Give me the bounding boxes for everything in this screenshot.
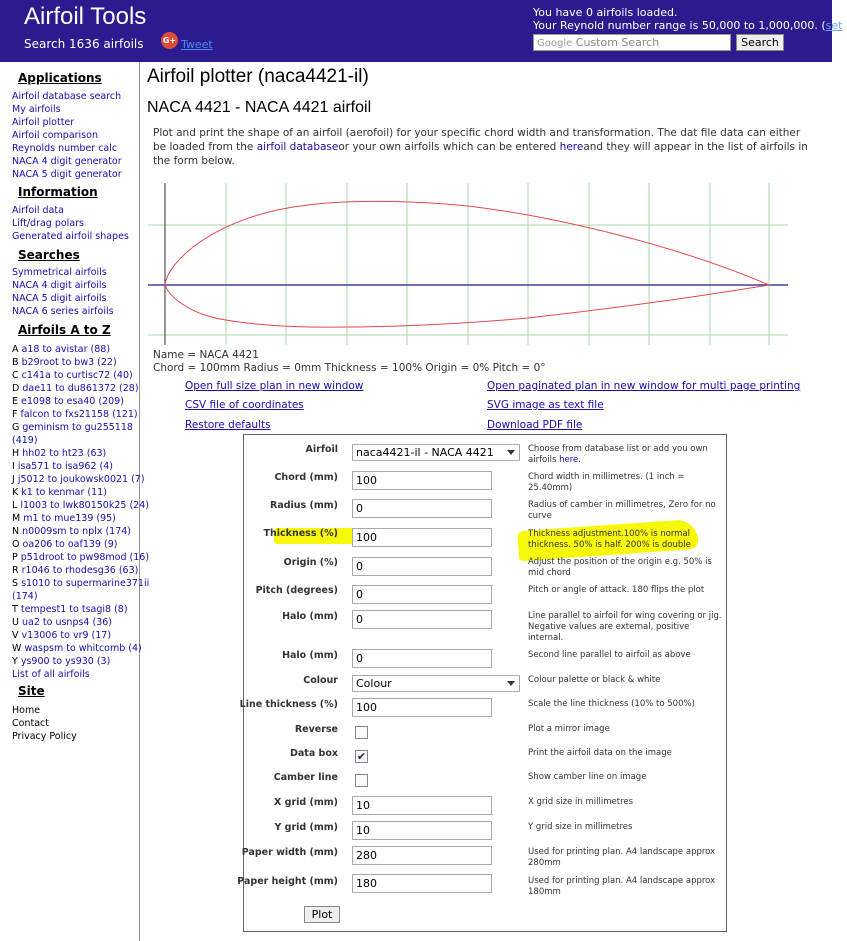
atoz-letter: N bbox=[12, 526, 20, 537]
radius-label: Radius (mm) bbox=[270, 500, 338, 511]
sidebar-item-atoz[interactable] bbox=[12, 500, 149, 511]
sidebar-item-search[interactable]: NACA 6 series airfoils bbox=[12, 306, 114, 317]
line-thickness-label: Line thickness (%) bbox=[239, 699, 338, 710]
sidebar-item-atoz[interactable] bbox=[12, 487, 107, 498]
sidebar-item-search[interactable]: NACA 5 digit airfoils bbox=[12, 293, 107, 304]
sidebar-item-atoz[interactable] bbox=[12, 422, 133, 433]
reverse-label: Reverse bbox=[294, 724, 338, 735]
sidebar-item-atoz[interactable] bbox=[12, 604, 128, 615]
thickness-help: Thickness adjustment.100% is normal thickness. 50% is half. 200% is double bbox=[528, 529, 691, 550]
open-full-size-link[interactable]: Open full size plan in new window bbox=[185, 380, 364, 392]
atoz-range: b29root to bw3 (22) bbox=[21, 357, 117, 368]
page-subtitle: NACA 4421 - NACA 4421 airfoil bbox=[147, 99, 372, 116]
download-pdf-link[interactable]: Download PDF file bbox=[487, 419, 583, 431]
sidebar-item-atoz[interactable] bbox=[12, 461, 113, 472]
data-box-help: Print the airfoil data on the image bbox=[528, 748, 672, 758]
sidebar-item-info[interactable]: Airfoil data bbox=[12, 205, 64, 216]
sidebar-item-atoz[interactable] bbox=[12, 357, 117, 368]
pitch-label: Pitch (degrees) bbox=[255, 585, 338, 596]
colour-help: Colour palette or black & white bbox=[528, 675, 661, 685]
airfoil-help bbox=[528, 444, 723, 466]
sidebar-item-app[interactable]: Airfoil plotter bbox=[12, 117, 75, 128]
pitch-input[interactable]: 0 bbox=[352, 585, 492, 604]
camber-line-label: Camber line bbox=[273, 772, 338, 783]
halo-help: Line parallel to airfoil for wing covering or jig. Negative values are external, positive internal. bbox=[528, 611, 722, 643]
halo-label: Halo (mm) bbox=[282, 611, 338, 622]
thickness-label: Thickness (%) bbox=[263, 528, 338, 539]
airfoil-help-text: Choose from database list or add you own airfoils bbox=[528, 444, 708, 465]
halo2-help: Second line parallel to airfoil as above bbox=[528, 650, 691, 660]
atoz-letter: R bbox=[12, 565, 19, 576]
sidebar bbox=[0, 62, 150, 941]
search-input[interactable] bbox=[533, 34, 731, 51]
x-grid-label: X grid (mm) bbox=[274, 797, 338, 808]
airfoil-outline bbox=[165, 201, 769, 327]
atoz-range: falcon to fxs21158 (121) bbox=[20, 409, 138, 420]
google-plus-icon[interactable]: G+ bbox=[161, 32, 178, 49]
atoz-range: a18 to avistar (88) bbox=[21, 344, 111, 355]
atoz-range: c141a to curtisc72 (40) bbox=[21, 370, 133, 381]
airfoils-loaded-status: You have 0 airfoils loaded. bbox=[533, 6, 678, 19]
site-title[interactable]: Airfoil Tools bbox=[24, 3, 147, 30]
restore-defaults-link[interactable]: Restore defaults bbox=[185, 419, 271, 431]
atoz-range: s1010 to supermarine371ii bbox=[21, 578, 150, 589]
sidebar-heading-site[interactable]: Site bbox=[18, 684, 45, 698]
reverse-checkbox[interactable] bbox=[355, 726, 368, 739]
sidebar-item-app[interactable]: Reynolds number calc bbox=[12, 143, 118, 154]
grid-lines bbox=[148, 183, 788, 345]
sidebar-item-site[interactable]: Privacy Policy bbox=[12, 731, 77, 742]
colour-select-value: Colour bbox=[356, 677, 392, 690]
atoz-range: e1098 to esa40 (209) bbox=[21, 396, 124, 407]
airfoil-select[interactable] bbox=[352, 444, 520, 461]
atoz-letter: E bbox=[12, 396, 19, 407]
atoz-letter: W bbox=[12, 643, 22, 654]
reverse-help: Plot a mirror image bbox=[528, 724, 610, 734]
atoz-letter: T bbox=[12, 604, 18, 615]
reynolds-range-text: Your Reynold number range is 50,000 to 1,000,000. bbox=[533, 19, 818, 32]
enter-airfoils-link[interactable]: here bbox=[559, 141, 584, 153]
paper-width-label: Paper width (mm) bbox=[241, 847, 338, 858]
sidebar-item-atoz[interactable] bbox=[12, 474, 145, 485]
chevron-down-icon bbox=[507, 681, 515, 686]
atoz-letter: D bbox=[12, 383, 20, 394]
atoz-range: m1 to mue139 (95) bbox=[23, 513, 116, 524]
paper-height-help: Used for printing plan. A4 landscape approx 180mm bbox=[528, 876, 716, 897]
halo2-input[interactable]: 0 bbox=[352, 649, 492, 668]
atoz-letter: S bbox=[12, 578, 19, 589]
sidebar-heading-applications[interactable]: Applications bbox=[18, 71, 102, 85]
airfoil-label: Airfoil bbox=[305, 444, 338, 455]
atoz-range: isa571 to isa962 (4) bbox=[17, 461, 113, 472]
chord-help: Chord width in millimetres. (1 inch = 25.40mm) bbox=[528, 472, 685, 493]
atoz-letter: P bbox=[12, 552, 18, 563]
atoz-range: ua2 to usnps4 (36) bbox=[22, 617, 112, 628]
sidebar-item-atoz[interactable] bbox=[12, 617, 112, 628]
airfoil-select-value: naca4421-il - NACA 4421 bbox=[356, 446, 494, 459]
atoz-letter: A bbox=[12, 344, 19, 355]
radius-help: Radius of camber in millimetres, Zero for no curve bbox=[528, 500, 716, 521]
camber-line-help: Show camber line on image bbox=[528, 772, 647, 782]
paper-height-input[interactable]: 180 bbox=[352, 874, 492, 893]
line-thickness-help: Scale the line thickness (10% to 500%) bbox=[528, 699, 695, 709]
airfoil-database-link[interactable]: airfoil database bbox=[256, 141, 339, 153]
sidebar-item-app[interactable]: NACA 4 digit generator bbox=[12, 156, 122, 167]
reynolds-range-status: Your Reynold number range is 50,000 to 1,000,000. (set) bbox=[533, 19, 847, 32]
atoz-letter: F bbox=[12, 409, 18, 420]
csv-link[interactable]: CSV file of coordinates bbox=[185, 399, 304, 411]
x-grid-input[interactable]: 10 bbox=[352, 796, 492, 815]
sidebar-item-atoz[interactable] bbox=[12, 409, 138, 420]
atoz-letter: L bbox=[12, 500, 18, 511]
atoz-range: r1046 to rhodesg36 (63) bbox=[21, 565, 139, 576]
paper-height-label: Paper height (mm) bbox=[237, 876, 338, 887]
chord-label: Chord (mm) bbox=[274, 472, 338, 483]
search-placeholder: Custom Search bbox=[575, 36, 660, 49]
atoz-letter: M bbox=[12, 513, 21, 524]
colour-select[interactable] bbox=[352, 675, 520, 692]
atoz-letter: U bbox=[12, 617, 19, 628]
plot-form bbox=[237, 434, 727, 932]
sidebar-item-atoz[interactable] bbox=[12, 630, 111, 641]
paper-width-input[interactable]: 280 bbox=[352, 846, 492, 865]
atoz-range: l1003 to lwk80150k25 (24) bbox=[20, 500, 149, 511]
origin-help: Adjust the position of the origin e.g. 50% is mid chord bbox=[528, 557, 712, 578]
atoz-range: p51droot to pw98mod (16) bbox=[20, 552, 150, 563]
atoz-range: tempest1 to tsagi8 (8) bbox=[20, 604, 128, 615]
sidebar-item-atoz[interactable] bbox=[12, 370, 133, 381]
radius-input[interactable]: 0 bbox=[352, 499, 492, 518]
camber-line-checkbox[interactable] bbox=[355, 774, 368, 787]
origin-label: Origin (%) bbox=[283, 557, 338, 568]
sidebar-item-app[interactable]: NACA 5 digit generator bbox=[12, 169, 122, 180]
intro-text-3: and they will appear in the list of airfoils in the form below. bbox=[153, 141, 808, 167]
atoz-range: dae11 to du861372 (28) bbox=[22, 383, 139, 394]
atoz-range: v13006 to vr9 (17) bbox=[21, 630, 112, 641]
sidebar-item-atoz[interactable] bbox=[12, 565, 138, 576]
sidebar-item-app[interactable]: Airfoil database search bbox=[12, 91, 122, 102]
data-box-checkbox[interactable]: ✔ bbox=[356, 750, 367, 763]
x-grid-help: X grid size in millimetres bbox=[528, 797, 634, 807]
sidebar-item-site[interactable]: Contact bbox=[12, 718, 49, 729]
atoz-letter: J bbox=[12, 474, 15, 485]
page-title: Airfoil plotter (naca4421-il) bbox=[147, 66, 369, 87]
colour-label: Colour bbox=[303, 675, 338, 686]
sidebar-heading-atoz[interactable]: Airfoils A to Z bbox=[18, 323, 111, 337]
sidebar-item-app[interactable]: My airfoils bbox=[12, 104, 61, 115]
atoz-range: waspsm to whitcomb (4) bbox=[24, 643, 142, 654]
airfoil-help-link[interactable]: here bbox=[559, 455, 579, 465]
sidebar-item-atoz[interactable] bbox=[12, 591, 38, 602]
intro-text bbox=[153, 126, 813, 168]
sidebar-item-search[interactable]: Symmetrical airfoils bbox=[12, 267, 107, 278]
line-thickness-input[interactable]: 100 bbox=[352, 698, 492, 717]
sidebar-item-atoz[interactable] bbox=[12, 396, 124, 407]
atoz-letter: H bbox=[12, 448, 20, 459]
google-label: Google bbox=[537, 38, 573, 49]
origin-input[interactable]: 0 bbox=[352, 557, 492, 576]
sidebar-item-atoz[interactable] bbox=[12, 344, 110, 355]
atoz-letter: V bbox=[12, 630, 19, 641]
reynolds-set-link[interactable]: set bbox=[825, 19, 843, 32]
sidebar-item-info[interactable]: Generated airfoil shapes bbox=[12, 231, 129, 242]
sidebar-item-atoz[interactable] bbox=[12, 435, 38, 446]
intro-text-1: Plot and print the shape of an airfoil (aerofoil) for your specific chord width and transformation. The dat file data can either be loaded from the bbox=[153, 127, 801, 153]
svg-link[interactable]: SVG image as text file bbox=[487, 399, 604, 411]
atoz-letter: C bbox=[12, 370, 19, 381]
sidebar-item-site[interactable]: Home bbox=[12, 705, 41, 716]
airfoil-help-end: . bbox=[578, 455, 581, 465]
sidebar-item-search[interactable]: NACA 4 digit airfoils bbox=[12, 280, 107, 291]
sidebar-item-atoz[interactable] bbox=[12, 552, 149, 563]
sidebar-item-atoz[interactable] bbox=[12, 539, 117, 550]
search-button[interactable]: Search bbox=[736, 34, 784, 51]
y-grid-label: Y grid (mm) bbox=[274, 822, 338, 833]
sidebar-item-atoz[interactable] bbox=[12, 448, 106, 459]
tweet-link[interactable]: Tweet bbox=[181, 38, 213, 51]
atoz-range: j5012 to joukowsk0021 (7) bbox=[17, 474, 145, 485]
sidebar-item-atoz[interactable] bbox=[12, 513, 116, 524]
plot-button[interactable]: Plot bbox=[304, 906, 340, 923]
atoz-letter: O bbox=[12, 539, 20, 550]
sidebar-item-app[interactable]: Airfoil comparison bbox=[12, 130, 98, 141]
atoz-letter: B bbox=[12, 357, 19, 368]
open-paginated-link[interactable]: Open paginated plan in new window for multi page printing bbox=[487, 380, 801, 392]
chord-input[interactable]: 100 bbox=[352, 471, 492, 490]
atoz-letter: I bbox=[12, 461, 15, 472]
y-grid-help: Y grid size in millimetres bbox=[528, 822, 633, 832]
sidebar-item-atoz[interactable] bbox=[12, 578, 149, 589]
sidebar-item-atoz[interactable] bbox=[12, 526, 131, 537]
sidebar-heading-information[interactable]: Information bbox=[18, 185, 98, 199]
sidebar-heading-searches[interactable]: Searches bbox=[18, 248, 80, 262]
paper-width-help: Used for printing plan. A4 landscape approx 280mm bbox=[528, 847, 716, 868]
sidebar-item-atoz[interactable] bbox=[12, 383, 139, 394]
atoz-letter: G bbox=[12, 422, 20, 433]
sidebar-item-atoz[interactable] bbox=[12, 656, 110, 667]
chevron-down-icon bbox=[507, 450, 515, 455]
atoz-letter: K bbox=[12, 487, 19, 498]
airfoil-plot bbox=[148, 180, 788, 350]
data-name-line: Name = NACA 4421 bbox=[153, 349, 259, 361]
data-params-line: Chord = 100mm Radius = 0mm Thickness = 100% Origin = 0% Pitch = 0° bbox=[153, 362, 546, 374]
thickness-input[interactable]: 100 bbox=[352, 528, 492, 547]
atoz-range: k1 to kenmar (11) bbox=[21, 487, 107, 498]
atoz-range: (419) bbox=[12, 435, 38, 446]
data-box-label: Data box bbox=[289, 748, 338, 759]
sidebar-item-info[interactable]: Lift/drag polars bbox=[12, 218, 85, 229]
list-all-airfoils-link[interactable]: List of all airfoils bbox=[12, 669, 90, 680]
atoz-range: hh02 to ht23 (63) bbox=[22, 448, 107, 459]
atoz-range: ys900 to ys930 (3) bbox=[20, 656, 111, 667]
search-count-link[interactable]: Search 1636 airfoils bbox=[24, 37, 144, 51]
atoz-range: n0009sm to nplx (174) bbox=[22, 526, 131, 537]
pitch-help: Pitch or angle of attack. 180 flips the plot bbox=[528, 585, 705, 595]
y-grid-input[interactable]: 10 bbox=[352, 821, 492, 840]
atoz-range: (174) bbox=[12, 591, 38, 602]
sidebar-item-atoz[interactable] bbox=[12, 643, 142, 654]
intro-text-2: or your own airfoils which can be entered bbox=[338, 141, 560, 153]
atoz-range: oa206 to oaf139 (9) bbox=[22, 539, 118, 550]
atoz-range: geminism to gu255118 bbox=[22, 422, 133, 433]
site-header bbox=[0, 0, 847, 62]
atoz-letter: Y bbox=[12, 656, 18, 667]
halo-input[interactable]: 0 bbox=[352, 610, 492, 629]
halo2-label: Halo (mm) bbox=[282, 650, 338, 661]
